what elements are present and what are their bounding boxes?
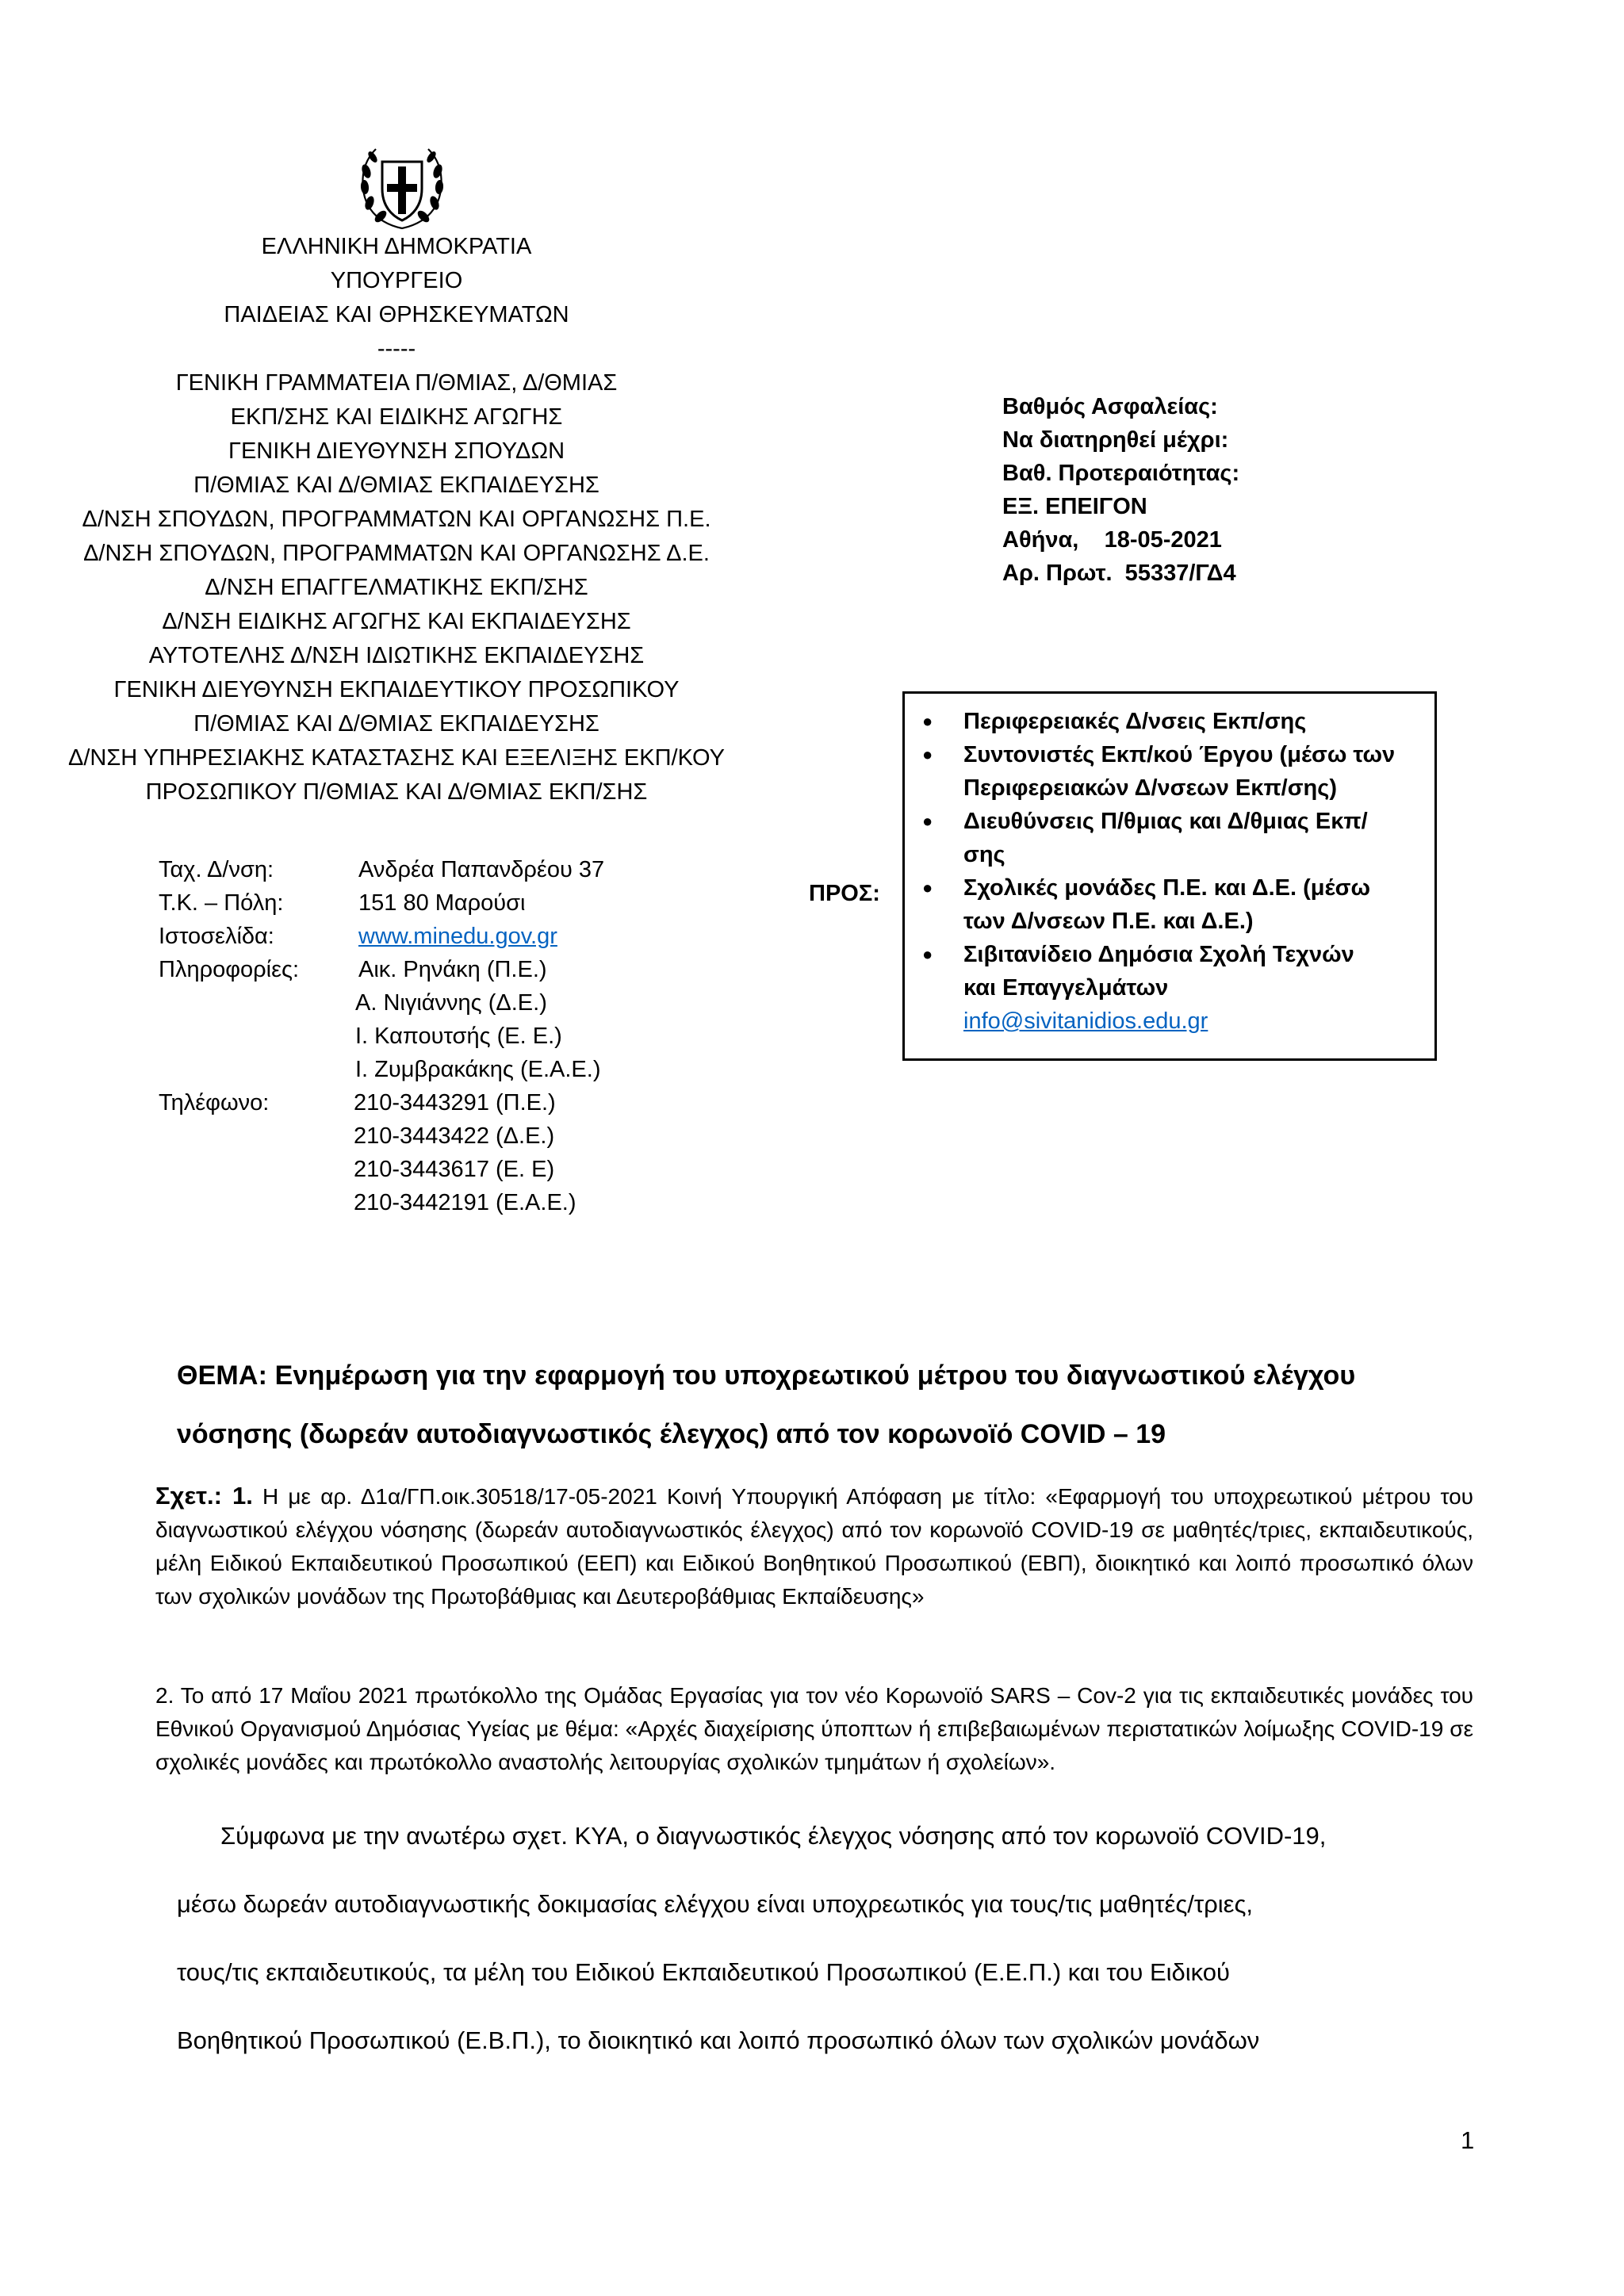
body-line: τους/τις εκπαιδευτικούς, τα μέλη του Ειδικού Εκπαιδευτικού Προσωπικού (Ε.Ε.Π.) και του Ειδικού: [177, 1958, 1230, 1986]
recipient-text: Σιβιτανίδειο Δημόσια Σχολή Τεχνών και Επαγγελμάτων: [963, 942, 1354, 1001]
city-label: Τ.Κ. – Πόλη:: [159, 890, 284, 916]
header-line: Δ/ΝΣΗ ΣΠΟΥΔΩΝ, ΠΡΟΓΡΑΜΜΑΤΩΝ ΚΑΙ ΟΡΓΑΝΩΣΗΣ Δ.Ε.: [83, 541, 710, 566]
website-label: Ιστοσελίδα:: [159, 924, 274, 949]
header-line: ΠΑΙΔΕΙΑΣ ΚΑΙ ΘΡΗΣΚΕΥΜΑΤΩΝ: [224, 302, 569, 327]
city-value: 151 80 Μαρούσι: [358, 890, 526, 916]
header-line: Δ/ΝΣΗ ΣΠΟΥΔΩΝ, ΠΡΟΓΡΑΜΜΑΤΩΝ ΚΑΙ ΟΡΓΑΝΩΣΗΣ Π.Ε.: [82, 507, 711, 532]
urgent-flag: ΕΞ. ΕΠΕΙΓΟΝ: [1002, 494, 1147, 519]
header-line: -----: [377, 336, 416, 362]
body-line: μέσω δωρεάν αυτοδιαγνωστικής δοκιμασίας ελέγχου είναι υποχρεωτικός για τους/τις μαθητές/τριες,: [177, 1890, 1254, 1918]
info-person: Ι. Καπουτσής (Ε. Ε.): [355, 1024, 562, 1049]
recipient-email-link[interactable]: info@sivitanidios.edu.gr: [963, 1008, 1208, 1034]
recipient-item: [922, 805, 1400, 871]
header-line: ΓΕΝΙΚΗ ΓΡΑΜΜΑΤΕΙΑ Π/ΘΜΙΑΣ, Δ/ΘΜΙΑΣ: [175, 370, 618, 396]
protocol-number: Αρ. Πρωτ. 55337/ΓΔ4: [1002, 561, 1236, 586]
header-line: Δ/ΝΣΗ ΕΠΑΓΓΕΛΜΑΤΙΚΗΣ ΕΚΠ/ΣΗΣ: [205, 575, 588, 600]
recipient-email-row: [963, 1004, 1208, 1038]
recipient-text: Σχολικές μονάδες Π.Ε. και Δ.Ε. (μέσω των Δ/νσεων Π.Ε. και Δ.Ε.): [963, 875, 1370, 934]
phone-label: Τηλέφωνο:: [159, 1090, 270, 1115]
document-date: Αθήνα, 18-05-2021: [1002, 527, 1222, 553]
priority-level: Βαθ. Προτεραιότητας:: [1002, 461, 1240, 486]
address-label: Ταχ. Δ/νση:: [159, 857, 274, 882]
phone-number: 210-3443617 (Ε. Ε): [354, 1157, 555, 1182]
recipient-text: Συντονιστές Εκπ/κού Έργου (μέσω των Περιφερειακών Δ/νσεων Εκπ/σης): [963, 742, 1396, 801]
recipient-item: [922, 738, 1415, 805]
bullet-icon: ●: [922, 878, 933, 897]
security-level: Βαθμός Ασφαλείας:: [1002, 394, 1218, 419]
header-line: ΕΚΠ/ΣΗΣ ΚΑΙ ΕΙΔΙΚΗΣ ΑΓΩΓΗΣ: [230, 404, 563, 430]
header-line: ΑΥΤΟΤΕΛΗΣ Δ/ΝΣΗ ΙΔΙΩΤΙΚΗΣ ΕΚΠΑΙΔΕΥΣΗΣ: [148, 643, 645, 668]
header-line: ΥΠΟΥΡΓΕΙΟ: [330, 268, 463, 293]
info-person: Α. Νιγιάννης (Δ.Ε.): [355, 990, 547, 1016]
header-line: ΕΛΛΗΝΙΚΗ ΔΗΜΟΚΡΑΤΙΑ: [261, 234, 532, 259]
reference-1-text: Η με αρ. Δ1α/ΓΠ.οικ.30518/17-05-2021 Κοινή Υπουργική Απόφαση με τίτλο: «Εφαρμογή του υποχρεωτικού μέτρου του διαγνωστικού ελέγχου νόσησης (δωρεάν αυτοδιαγνωστικός έλεγχος) από τον κορωνοϊό COVID-19 σε μαθητές/τριες, εκπαιδευτικούς, μέλη Ειδικού Εκπαιδευτικού Προσωπικού (ΕΕΠ) και Ειδικού Βοηθητικού Προσωπικού (ΕΒΠ), διοικητικό και λοιπό προσωπικό όλων των σχολικών μονάδων της Πρωτοβάθμιας και Δευτεροβάθμιας Εκπαίδευσης»: [155, 1484, 1473, 1609]
bullet-icon: ●: [922, 711, 933, 731]
recipient-item: [922, 871, 1400, 938]
phone-number: 210-3443422 (Δ.Ε.): [354, 1123, 555, 1149]
website-link[interactable]: www.minedu.gov.gr: [358, 924, 557, 949]
info-person: Ι. Ζυμβρακάκης (Ε.Α.Ε.): [355, 1057, 601, 1082]
header-line: Δ/ΝΣΗ ΕΙΔΙΚΗΣ ΑΓΩΓΗΣ ΚΑΙ ΕΚΠΑΙΔΕΥΣΗΣ: [162, 609, 631, 634]
body-line: Βοηθητικού Προσωπικού (Ε.Β.Π.), το διοικητικό και λοιπό προσωπικό όλων των σχολικών μονάδων: [177, 2026, 1260, 2054]
greek-emblem-icon: [355, 140, 449, 233]
recipients-box: [902, 691, 1437, 1061]
recipient-text: Διευθύνσεις Π/θμιας και Δ/θμιας Εκπ/σης: [963, 809, 1368, 867]
header-line: Π/ΘΜΙΑΣ ΚΑΙ Δ/ΘΜΙΑΣ ΕΚΠΑΙΔΕΥΣΗΣ: [193, 711, 599, 737]
phone-number: 210-3443291 (Π.Ε.): [354, 1090, 556, 1115]
recipients-label: ΠΡΟΣ:: [809, 881, 880, 906]
header-line: Δ/ΝΣΗ ΥΠΗΡΕΣΙΑΚΗΣ ΚΑΤΑΣΤΑΣΗΣ ΚΑΙ ΕΞΕΛΙΞΗΣ ΕΚΠ/ΚΟΥ: [67, 745, 726, 771]
reference-1: [155, 1479, 1473, 1613]
info-person: Αικ. Ρηνάκη (Π.Ε.): [358, 957, 547, 982]
page-number: 1: [1461, 2126, 1475, 2154]
recipient-item: [922, 705, 1415, 738]
bullet-icon: ●: [922, 944, 933, 964]
body-line: Σύμφωνα με την ανωτέρω σχετ. ΚΥΑ, ο διαγνωστικός έλεγχος νόσησης από τον κορωνοϊό COVID-19,: [220, 1822, 1327, 1850]
header-line: Π/ΘΜΙΑΣ ΚΑΙ Δ/ΘΜΙΑΣ ΕΚΠΑΙΔΕΥΣΗΣ: [193, 473, 599, 498]
reference-2: 2. Το από 17 Μαΐου 2021 πρωτόκολλο της Ομάδας Εργασίας για τον νέο Κορωνοϊό SARS – Cov-2 για τις εκπαιδευτικές μονάδες του Εθνικού Οργανισμού Δημόσιας Υγείας με θέμα: «Αρχές διαχείρισης ύποπτων ή επιβεβαιωμένων περιστατικών λοίμωξης COVID-19 σε σχολικές μονάδες και πρωτόκολλο αναστολής λειτουργίας σχολικών τμημάτων ή σχολείων».: [155, 1683, 1473, 1774]
keep-until: Να διατηρηθεί μέχρι:: [1002, 427, 1229, 453]
info-label: Πληροφορίες:: [159, 957, 300, 982]
header-line: ΓΕΝΙΚΗ ΔΙΕΥΘΥΝΣΗ ΕΚΠΑΙΔΕΥΤΙΚΟΥ ΠΡΟΣΩΠΙΚΟΥ: [113, 677, 680, 702]
header-line: ΠΡΟΣΩΠΙΚΟΥ Π/ΘΜΙΑΣ ΚΑΙ Δ/ΘΜΙΑΣ ΕΚΠ/ΣΗΣ: [145, 779, 648, 805]
bullet-icon: ●: [922, 811, 933, 831]
subject-line-1: ΘΕΜΑ: Ενημέρωση για την εφαρμογή του υποχρεωτικού μέτρου του διαγνωστικού ελέγχου: [177, 1360, 1356, 1391]
subject-line-2: νόσησης (δωρεάν αυτοδιαγνωστικός έλεγχος) από τον κορωνοϊό COVID – 19: [177, 1419, 1166, 1449]
phone-number: 210-3442191 (Ε.Α.Ε.): [354, 1190, 576, 1215]
address-value: Ανδρέα Παπανδρέου 37: [358, 857, 605, 882]
recipient-item: [922, 938, 1392, 1004]
bullet-icon: ●: [922, 744, 933, 764]
references-label: Σχετ.: 1.: [155, 1482, 253, 1510]
recipient-text: Περιφερειακές Δ/νσεις Εκπ/σης: [963, 709, 1307, 734]
header-line: ΓΕΝΙΚΗ ΔΙΕΥΘΥΝΣΗ ΣΠΟΥΔΩΝ: [228, 438, 565, 464]
